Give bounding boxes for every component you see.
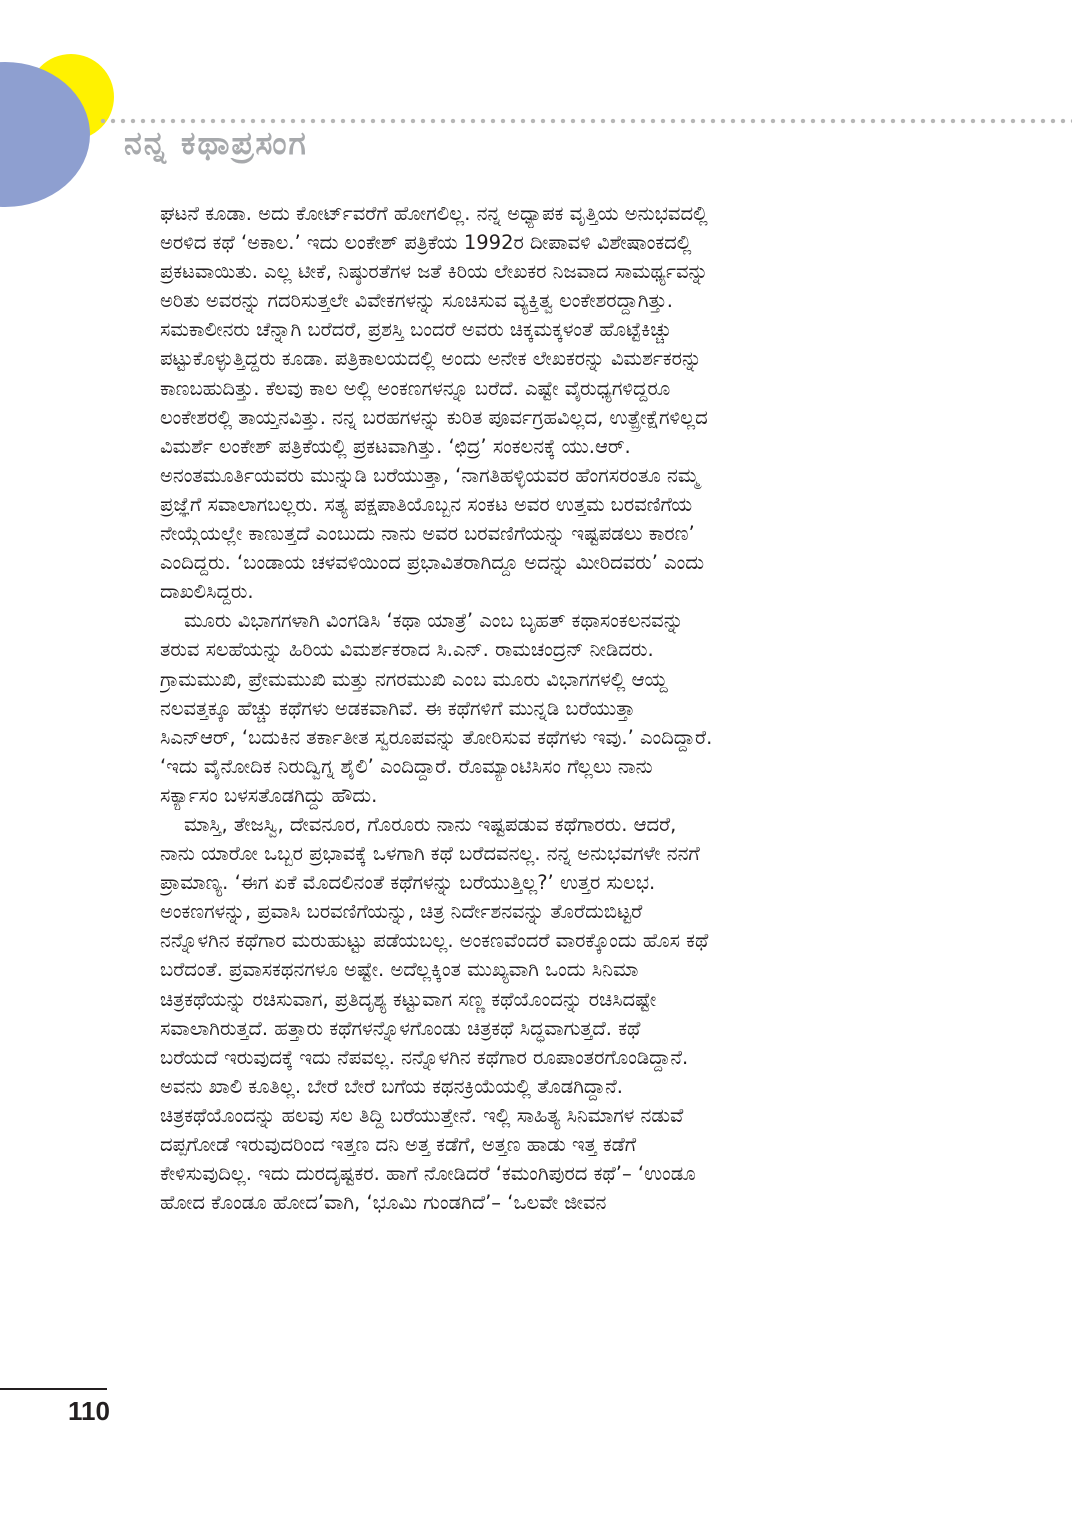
text-line: ಅರಿತು ಅವರನ್ನು ಗದರಿಸುತ್ತಲೇ ವಿವೇಕಗಳನ್ನು ಸೂಚಿಸುವ ವ್ಯಕ್ತಿತ್ವ ಲಂಕೇಶರದ್ದಾಗಿತ್ತು. [160,289,673,313]
text-line: ಅವನು ಖಾಲಿ ಕೂತಿಲ್ಲ. ಬೇರೆ ಬೇರೆ ಬಗೆಯ ಕಥನಕ್ರಿಯೆಯಲ್ಲಿ ತೊಡಗಿದ್ದಾನೆ. [160,1074,623,1098]
text-line: ಪ್ರಕಟವಾಯಿತು. ಎಲ್ಲ ಟೀಕೆ, ನಿಷ್ಠುರತೆಗಳ ಜತೆ ಕಿರಿಯ ಲೇಖಕರ ನಿಜವಾದ ಸಾಮರ್ಥ್ಯವನ್ನು [160,260,709,284]
text-line: ಅರಳಿದ ಕಥೆ ‘ಅಕಾಲ.’ ಇದು ಲಂಕೇಶ್ ಪತ್ರಿಕೆಯ 1992ರ ದೀಪಾವಳಿ ವಿಶೇಷಾಂಕದಲ್ಲಿ [160,231,692,255]
text-line: ಬರೆದಂತೆ. ಪ್ರವಾಸಕಥನಗಳೂ ಅಷ್ಟೇ. ಅದೆಲ್ಲಕ್ಕಿಂತ ಮುಖ್ಯವಾಗಿ ಒಂದು ಸಿನಿಮಾ [160,958,639,982]
text-line: ಚಿತ್ರಕಥೆಯೊಂದನ್ನು ಹಲವು ಸಲ ತಿದ್ದಿ ಬರೆಯುತ್ತೇನೆ. ಇಲ್ಲಿ ಸಾಹಿತ್ಯ ಸಿನಿಮಾಗಳ ನಡುವೆ [160,1103,684,1127]
text-line: ಪ್ರಜ್ಞೆಗೆ ಸವಾಲಾಗಬಲ್ಲರು. ಸತ್ಯ ಪಕ್ಷಪಾತಿಯೊಬ್ಬನ ಸಂಕಟ ಅವರ ಉತ್ತಮ ಬರವಣಿಗೆಯ [160,492,693,516]
running-header-title: ನನ್ನ ಕಥಾಪ್ರಸಂಗ [124,124,308,162]
text-line: ನೇಯ್ಗೆಯಲ್ಲೇ ಕಾಣುತ್ತದೆ ಎಂಬುದು ನಾನು ಅವರ ಬರವಣಿಗೆಯನ್ನು ಇಷ್ಟಪಡಲು ಕಾರಣ’ [160,522,695,546]
text-line: ಮಾಸ್ತಿ, ತೇಜಸ್ವಿ, ದೇವನೂರ, ಗೊರೂರು ನಾನು ಇಷ್ಟಪಡುವ ಕಥೆಗಾರರು. ಆದರೆ, [184,812,677,836]
text-line: ಲಂಕೇಶರಲ್ಲಿ ತಾಯ್ತನವಿತ್ತು. ನನ್ನ ಬರಹಗಳನ್ನು ಕುರಿತ ಪೂರ್ವಗ್ರಹವಿಲ್ಲದ, ಉತ್ಪ್ರೇಕ್ಷೆಗಳಿಲ್ಲದ [160,405,708,429]
text-line: ನಲವತ್ತಕ್ಕೂ ಹೆಚ್ಚು ಕಥೆಗಳು ಅಡಕವಾಗಿವೆ. ಈ ಕಥೆಗಳಿಗೆ ಮುನ್ನಡಿ ಬರೆಯುತ್ತಾ [160,696,636,720]
text-line: ಅನಂತಮೂರ್ತಿಯವರು ಮುನ್ನುಡಿ ಬರೆಯುತ್ತಾ, ‘ನಾಗತಿಹಳ್ಳಿಯವರ ಹೆಂಗಸರಂತೂ ನಮ್ಮ [160,463,700,487]
text-line: ಎಂದಿದ್ದರು. ‘ಬಂಡಾಯ ಚಳವಳಿಯಿಂದ ಪ್ರಭಾವಿತರಾಗಿದ್ದೂ ಅದನ್ನು ಮೀರಿದವರು’ ಎಂದು [160,551,705,575]
text-line: ಸಮಕಾಲೀನರು ಚೆನ್ನಾಗಿ ಬರೆದರೆ, ಪ್ರಶಸ್ತಿ ಬಂದರೆ ಅವರು ಚಿಕ್ಕಮಕ್ಕಳಂತೆ ಹೊಟ್ಟೆಕಿಚ್ಚು [160,318,672,342]
text-line: ನಾನು ಯಾರೋ ಒಬ್ಬರ ಪ್ರಭಾವಕ್ಕೆ ಒಳಗಾಗಿ ಕಥೆ ಬರೆದವನಲ್ಲ. ನನ್ನ ಅನುಭವಗಳೇ ನನಗೆ [160,842,700,866]
body-text [160,199,908,1217]
page-number: 110 [68,1396,110,1426]
text-line: ಕಾಣಬಹುದಿತ್ತು. ಕೆಲವು ಕಾಲ ಅಲ್ಲಿ ಅಂಕಣಗಳನ್ನೂ ಬರೆದೆ. ಎಷ್ಟೇ ವೈರುಧ್ಯಗಳಿದ್ದರೂ [160,376,671,400]
text-line: ಹೋದ ಕೊಂಡೂ ಹೋದ’ವಾಗಿ, ‘ಭೂಮಿ ಗುಂಡಗಿದೆ’– ‘ಒಲವೇ ಜೀವನ [160,1191,607,1215]
text-line: ಗ್ರಾಮಮುಖಿ, ಪ್ರೇಮಮುಖಿ ಮತ್ತು ನಗರಮುಖಿ ಎಂಬ ಮೂರು ವಿಭಾಗಗಳಲ್ಲಿ ಆಯ್ದ [160,667,668,691]
text-line: ಪ್ರಾಮಾಣ್ಯ. ‘ಈಗ ಏಕೆ ಮೊದಲಿನಂತೆ ಕಥೆಗಳನ್ನು ಬರೆಯುತ್ತಿಲ್ಲ?’ ಉತ್ತರ ಸುಲಭ. [160,871,656,895]
text-line: ಸರ್ಕ್ಯಾಸಂ ಬಳಸತೊಡಗಿದ್ದು ಹೌದು. [160,783,378,807]
text-line: ವಿಮರ್ಶೆ ಲಂಕೇಶ್ ಪತ್ರಿಕೆಯಲ್ಲಿ ಪ್ರಕಟವಾಗಿತ್ತು. ‘ಛಿದ್ರ’ ಸಂಕಲನಕ್ಕೆ ಯು.ಆರ್. [160,434,631,458]
text-line: ‘ಇದು ವೈನೋದಿಕ ನಿರುದ್ವಿಗ್ನ ಶೈಲಿ’ ಎಂದಿದ್ದಾರೆ. ರೊಮ್ಯಾಂಟಿಸಿಸಂ ಗೆಲ್ಲಲು ನಾನು [160,754,653,778]
text-line: ಮೂರು ವಿಭಾಗಗಳಾಗಿ ವಿಂಗಡಿಸಿ ‘ಕಥಾ ಯಾತ್ರೆ’ ಎಂಬ ಬೃಹತ್ ಕಥಾಸಂಕಲನವನ್ನು [184,609,684,633]
text-line: ಸವಾಲಾಗಿರುತ್ತದೆ. ಹತ್ತಾರು ಕಥೆಗಳನ್ನೊಳಗೊಂಡು ಚಿತ್ರಕಥೆ ಸಿದ್ಧವಾಗುತ್ತದೆ. ಕಥೆ [160,1016,641,1040]
text-line: ಸಿಎನ್‌ಆರ್, ‘ಬದುಕಿನ ತರ್ಕಾತೀತ ಸ್ವರೂಪವನ್ನು ತೋರಿಸುವ ಕಥೆಗಳು ಇವು.’ ಎಂದಿದ್ದಾರೆ. [160,725,713,749]
folio-rule [0,1388,107,1390]
text-line: ಘಟನೆ ಕೂಡಾ. ಅದು ಕೋರ್ಟ್‌ವರೆಗೆ ಹೋಗಲಿಲ್ಲ. ನನ್ನ ಅಧ್ಯಾಪಕ ವೃತ್ತಿಯ ಅನುಭವದಲ್ಲಿ [160,202,708,225]
text-line: ಅಂಕಣಗಳನ್ನು, ಪ್ರವಾಸಿ ಬರವಣಿಗೆಯನ್ನು, ಚಿತ್ರ ನಿರ್ದೇಶನವನ್ನು ತೊರೆದುಬಿಟ್ಟರೆ [160,900,643,924]
text-line: ಬರೆಯದೆ ಇರುವುದಕ್ಕೆ ಇದು ನೆಪವಲ್ಲ. ನನ್ನೊಳಗಿನ ಕಥೆಗಾರ ರೂಪಾಂತರಗೊಂಡಿದ್ದಾನೆ. [160,1045,689,1069]
text-line: ಚಿತ್ರಕಥೆಯನ್ನು ರಚಿಸುವಾಗ, ಪ್ರತಿದೃಶ್ಯ ಕಟ್ಟುವಾಗ ಸಣ್ಣ ಕಥೆಯೊಂದನ್ನು ರಚಿಸಿದಷ್ಟೇ [160,987,657,1011]
text-line: ದಪ್ಪಗೋಡೆ ಇರುವುದರಿಂದ ಇತ್ತಣ ದನಿ ಅತ್ತ ಕಡೆಗೆ, ಅತ್ತಣ ಹಾಡು ಇತ್ತ ಕಡೆಗೆ [160,1133,637,1156]
text-line: ತರುವ ಸಲಹೆಯನ್ನು ಹಿರಿಯ ವಿಮರ್ಶಕರಾದ ಸಿ.ಎನ್. ರಾಮಚಂದ್ರನ್ ನೀಡಿದರು. [160,638,654,662]
text-line: ದಾಖಲಿಸಿದ್ದರು. [160,580,254,604]
text-line: ನನ್ನೊಳಗಿನ ಕಥೆಗಾರ ಮರುಹುಟ್ಟು ಪಡೆಯಬಲ್ಲ. ಅಂಕಣವೆಂದರೆ ವಾರಕ್ಕೊಂದು ಹೊಸ ಕಥೆ [160,929,709,953]
text-line: ಕೇಳಿಸುವುದಿಲ್ಲ. ಇದು ದುರದೃಷ್ಟಕರ. ಹಾಗೆ ನೋಡಿದರೆ ‘ಕಮಂಗಿಪುರದ ಕಥೆ’– ‘ಉಂಡೂ [160,1162,696,1186]
text-line: ಪಟ್ಟುಕೊಳ್ಳುತ್ತಿದ್ದರು ಕೂಡಾ. ಪತ್ರಿಕಾಲಯದಲ್ಲಿ ಅಂದು ಅನೇಕ ಲೇಖಕರನ್ನು ವಿಮರ್ಶಕರನ್ನು [160,347,702,371]
